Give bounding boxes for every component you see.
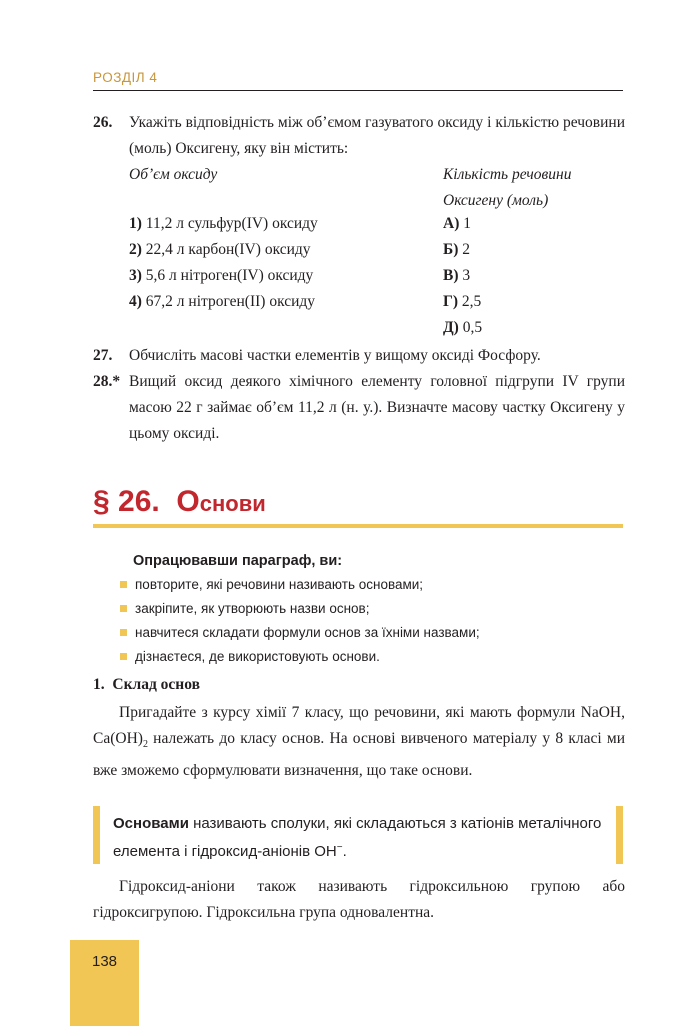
- task-number: 27.: [93, 347, 113, 364]
- match-left-item: 4) 67,2 л нітроген(II) оксиду: [129, 293, 316, 310]
- match-left-item: 1) 11,2 л сульфур(IV) оксиду: [129, 215, 318, 232]
- bullet-icon: [120, 605, 127, 612]
- match-right-item: Г) 2,5: [443, 293, 482, 310]
- section-number: 1.: [93, 676, 105, 693]
- match-right-item: Б) 2: [443, 241, 471, 258]
- right-column-header-line2: Оксигену (моль): [443, 192, 549, 209]
- match-left-item: 3) 5,6 л нітроген(IV) оксиду: [129, 267, 314, 284]
- bullet-icon: [120, 581, 127, 588]
- task-number: 26.: [93, 114, 113, 131]
- task-text: Укажіть відповідність між об’ємом газуватого оксиду і кількістю речовини (моль) Оксигену, яку він містить:: [129, 114, 625, 157]
- paragraph-title-rest: снови: [199, 491, 266, 516]
- definition-bar-left: [93, 806, 100, 864]
- task-text: Обчисліть масові частки елементів у вищому оксиді Фосфору.: [129, 347, 541, 364]
- task-27: [93, 343, 625, 369]
- section-heading: [93, 676, 200, 694]
- objectives-title: Опрацювавши параграф, ви:: [133, 553, 343, 569]
- paragraph-title-initial: О: [176, 485, 200, 518]
- body-paragraph: Пригадайте з курсу хімії 7 класу, що речовини, які мають формули NaOH, $Ca(OH)_2$ належать до класу основ. На основі вивченого матеріалу у 8 класі ми вже зможемо сформулювати визначення, що таке основи.: [93, 704, 625, 780]
- task-28: [93, 369, 625, 447]
- header-rule: [93, 90, 623, 91]
- objective-item: навчитеся складати формули основ за їхніми назвами;: [120, 625, 480, 640]
- task-26: [93, 110, 625, 162]
- definition-box: [93, 806, 623, 864]
- definition-text: Основами називають сполуки, які складаються з катіонів металічного елемента і гідроксид-аніонів OH−.: [113, 815, 602, 860]
- body-paragraph: Гідроксид-аніони також називають гідроксильною групою або гідроксигрупою. Гідроксильна група одновалентна.: [93, 878, 625, 921]
- section-title: Склад основ: [112, 676, 200, 693]
- task-number: 28.*: [93, 373, 121, 390]
- bullet-icon: [120, 653, 127, 660]
- objective-item: закріпите, як утворюють назви основ;: [120, 601, 369, 616]
- paragraph-title: [93, 485, 266, 519]
- bullet-icon: [120, 629, 127, 636]
- section-label: РОЗДІЛ 4: [93, 70, 158, 85]
- page-number: 138: [91, 953, 118, 970]
- paragraph-number: § 26.: [93, 485, 160, 518]
- match-left-item: 2) 22,4 л карбон(IV) оксиду: [129, 241, 311, 258]
- match-right-item: А) 1: [443, 215, 471, 232]
- definition-bar-right: [616, 806, 623, 864]
- task-text: Вищий оксид деякого хімічного елементу головної підгрупи IV групи масою 22 г займає об’єм 11,2 л (н. у.). Визначте масову частку Оксигену у цьому оксиді.: [129, 373, 625, 442]
- right-column-header-line1: Кількість речовини: [443, 166, 572, 183]
- objective-item: повторите, які речовини називають основами;: [120, 577, 423, 592]
- left-column-header: Об’єм оксиду: [129, 166, 218, 183]
- match-right-item: В) 3: [443, 267, 471, 284]
- paragraph-rule: [93, 524, 623, 528]
- match-right-item: Д) 0,5: [443, 319, 483, 336]
- objective-item: дізнаєтеся, де використовують основи.: [120, 649, 380, 664]
